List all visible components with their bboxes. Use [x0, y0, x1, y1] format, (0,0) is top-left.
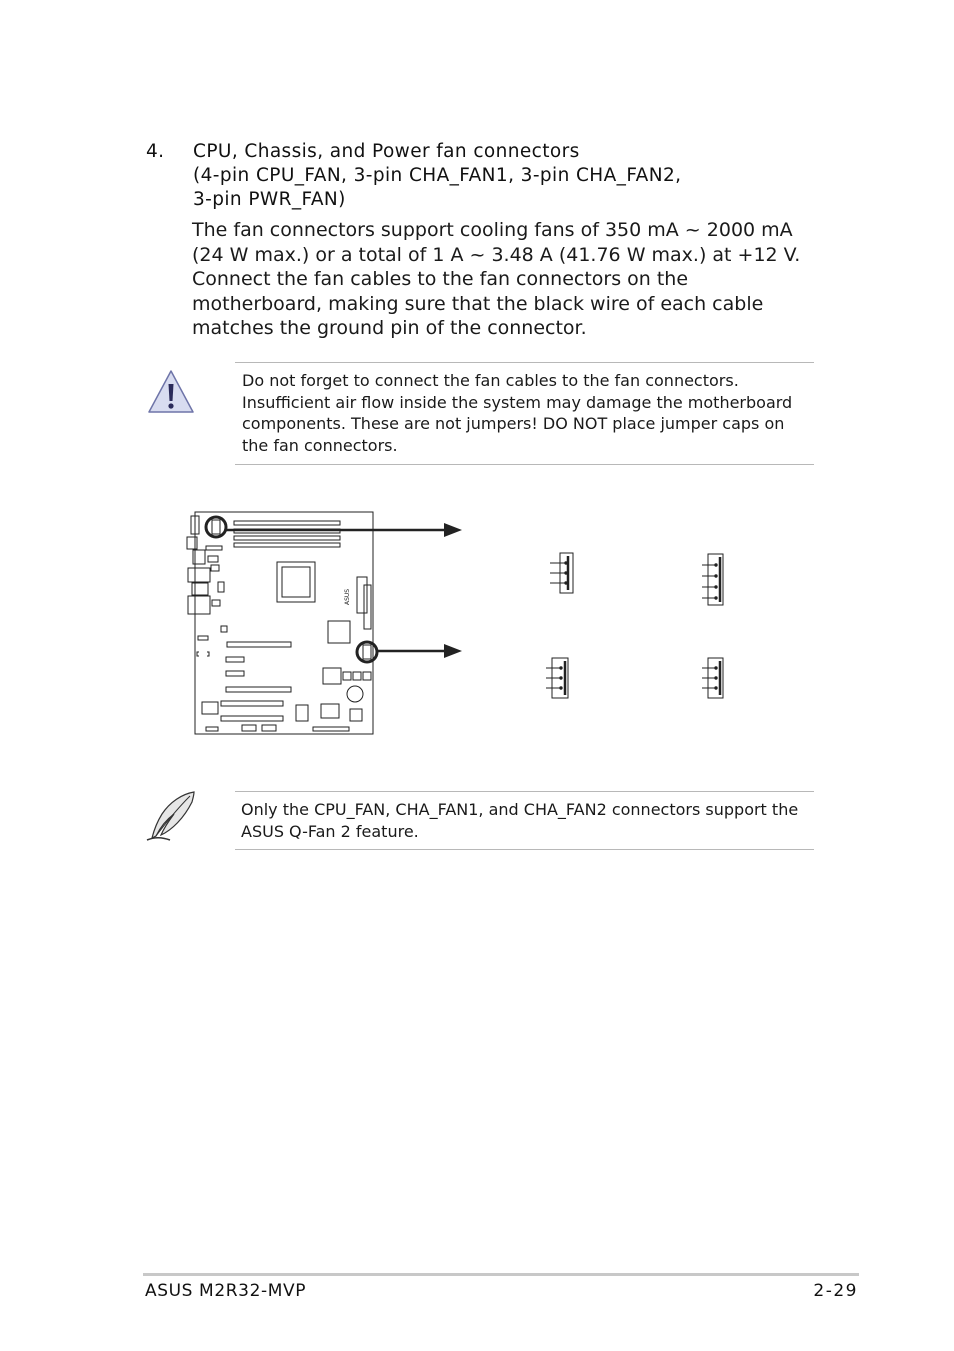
fan-connector-1: [550, 553, 573, 593]
fan-connector-4: [702, 658, 723, 698]
board-logo: ASUS: [344, 588, 351, 605]
section-body: The fan connectors support cooling fans of 350 mA ~ 2000 mA (24 W max.) or a total of 1 A ~ 3.48 A (41.76 W max.) at +12 V. Connect the fan cables to the fan connectors on the motherboard, making sure that the black wire of each cable matches the ground pin of the connector.: [192, 219, 801, 339]
warning-text: Do not forget to connect the fan cables to the fan connectors. Insufficient air flow inside the system may damage the motherboard components. These are not jumpers! DO NOT place jumper caps on the fan connectors.: [242, 371, 793, 455]
fan-connector-3: [546, 658, 568, 698]
section-title-line-1: CPU, Chassis, and Power fan connectors: [193, 141, 580, 162]
section-title-line-2: (4-pin CPU_FAN, 3-pin CHA_FAN1, 3-pin CHA_FAN2,: [193, 165, 682, 186]
fan-connector-2: [702, 554, 723, 605]
footer-rule: [143, 1273, 859, 1276]
section-title-line-3: 3-pin PWR_FAN): [193, 189, 346, 210]
feather-pen-icon: [144, 788, 198, 844]
section-number: 4.: [146, 141, 165, 162]
footer-product: ASUS M2R32-MVP: [145, 1281, 307, 1301]
footer-page-number: 2-29: [813, 1281, 858, 1301]
note-callout: [235, 791, 814, 850]
note-text: Only the CPU_FAN, CHA_FAN1, and CHA_FAN2 connectors support the ASUS Q-Fan 2 feature.: [241, 800, 799, 841]
